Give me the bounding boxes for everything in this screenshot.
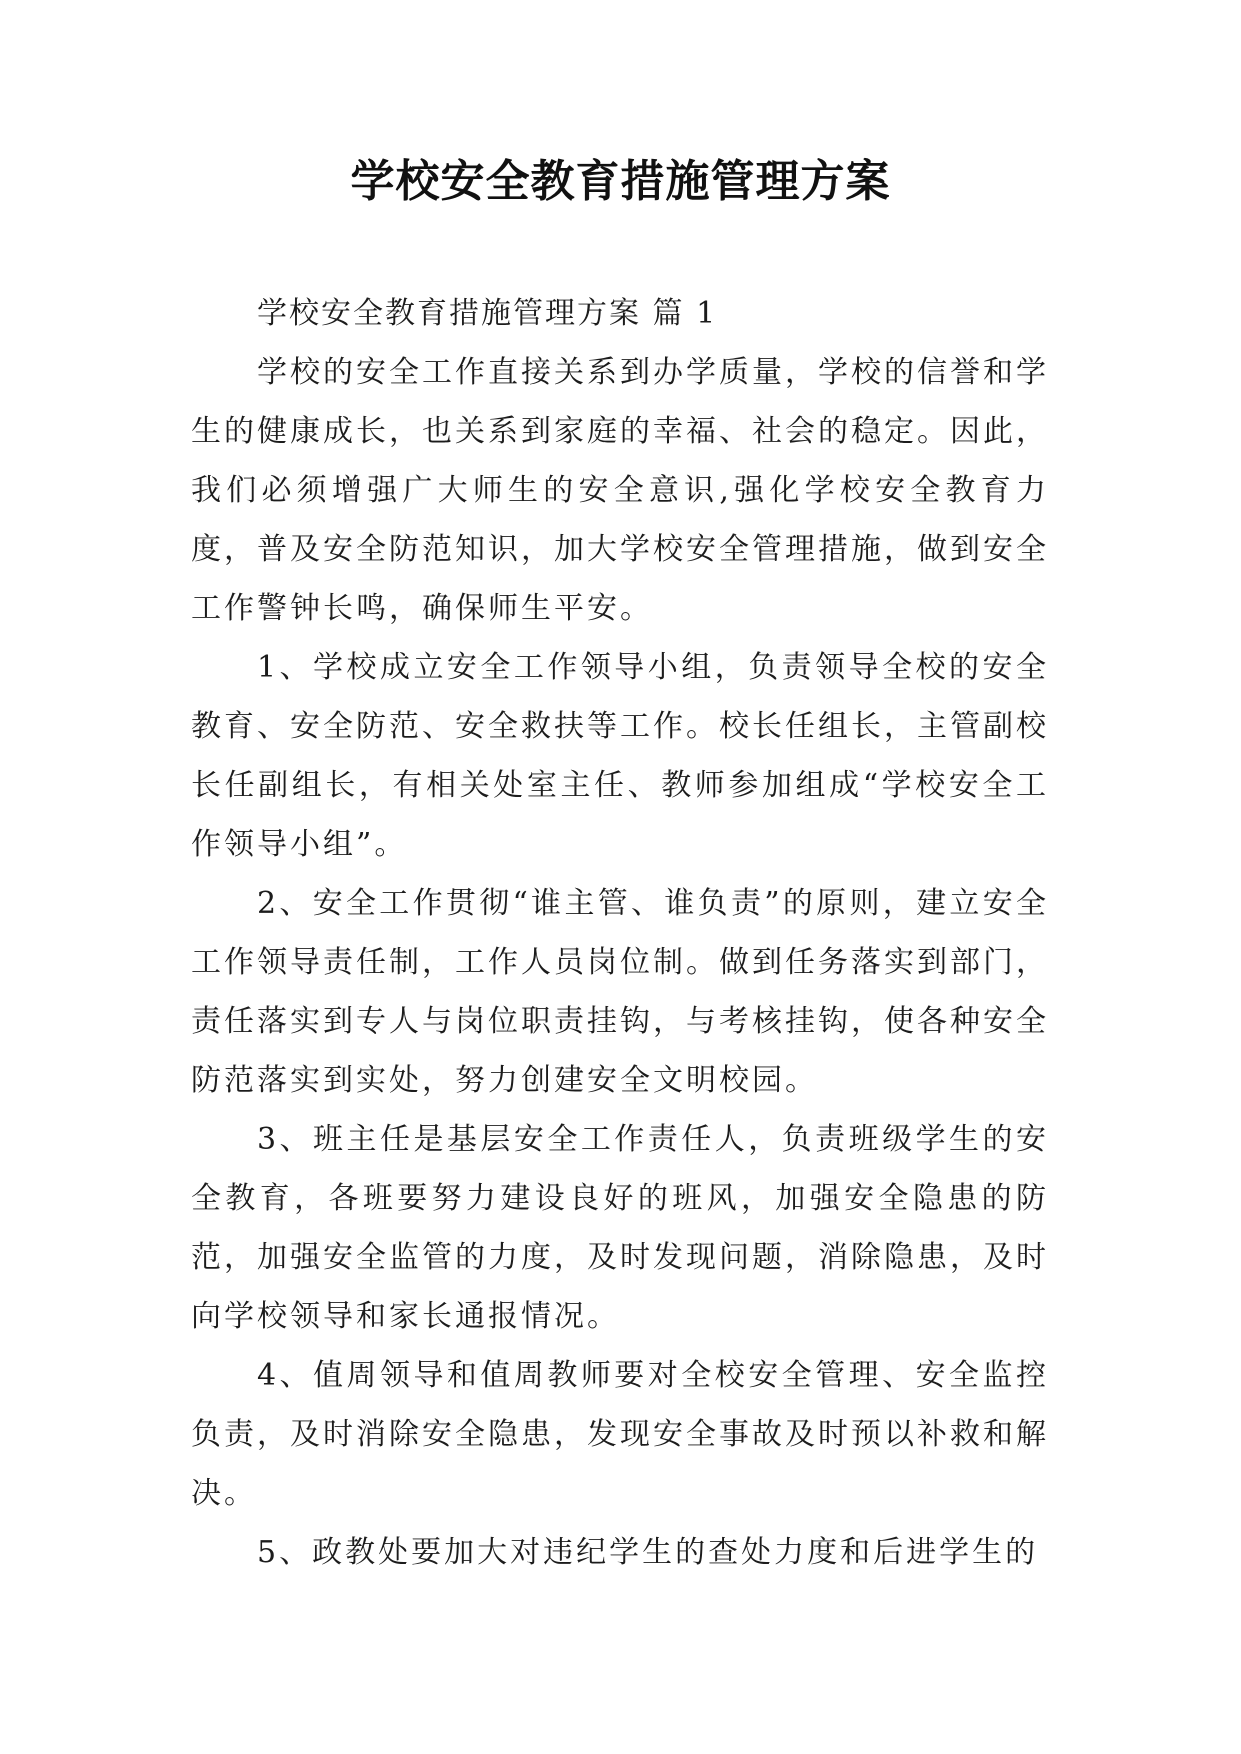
document-body xyxy=(191,284,1049,1582)
paragraph-item-3: 3、班主任是基层安全工作责任人，负责班级学生的安全教育，各班要努力建设良好的班风，加强安全隐患的防范，加强安全监管的力度，及时发现问题，消除隐患，及时向学校领导和家长通报情况。 xyxy=(191,1122,1049,1334)
paragraph-item-1: 1、学校成立安全工作领导小组，负责领导全校的安全教育、安全防范、安全救扶等工作。校长任组长，主管副校长任副组长，有相关处室主任、教师参加组成“学校安全工作领导小组”。 xyxy=(191,650,1049,862)
paragraph-item-2: 2、安全工作贯彻“谁主管、谁负责”的原则，建立安全工作领导责任制，工作人员岗位制。做到任务落实到部门，责任落实到专人与岗位职责挂钩，与考核挂钩，使各种安全防范落实到实处，努力创建安全文明校园。 xyxy=(191,886,1049,1098)
paragraph-item-5: 5、政教处要加大对违纪学生的查处力度和后进学生的 xyxy=(257,1535,1039,1570)
paragraph-intro: 学校的安全工作直接关系到办学质量，学校的信誉和学生的健康成长，也关系到家庭的幸福、社会的稳定。因此，我们必须增强广大师生的安全意识,强化学校安全教育力度，普及安全防范知识，加大学校安全管理措施，做到安全工作警钟长鸣，确保师生平安。 xyxy=(191,355,1049,626)
section-heading: 学校安全教育措施管理方案 篇 1 xyxy=(257,296,718,331)
document-title: 学校安全教育措施管理方案 xyxy=(350,156,891,207)
paragraph-item-4: 4、值周领导和值周教师要对全校安全管理、安全监控负责，及时消除安全隐患，发现安全事故及时预以补救和解决。 xyxy=(191,1358,1049,1511)
